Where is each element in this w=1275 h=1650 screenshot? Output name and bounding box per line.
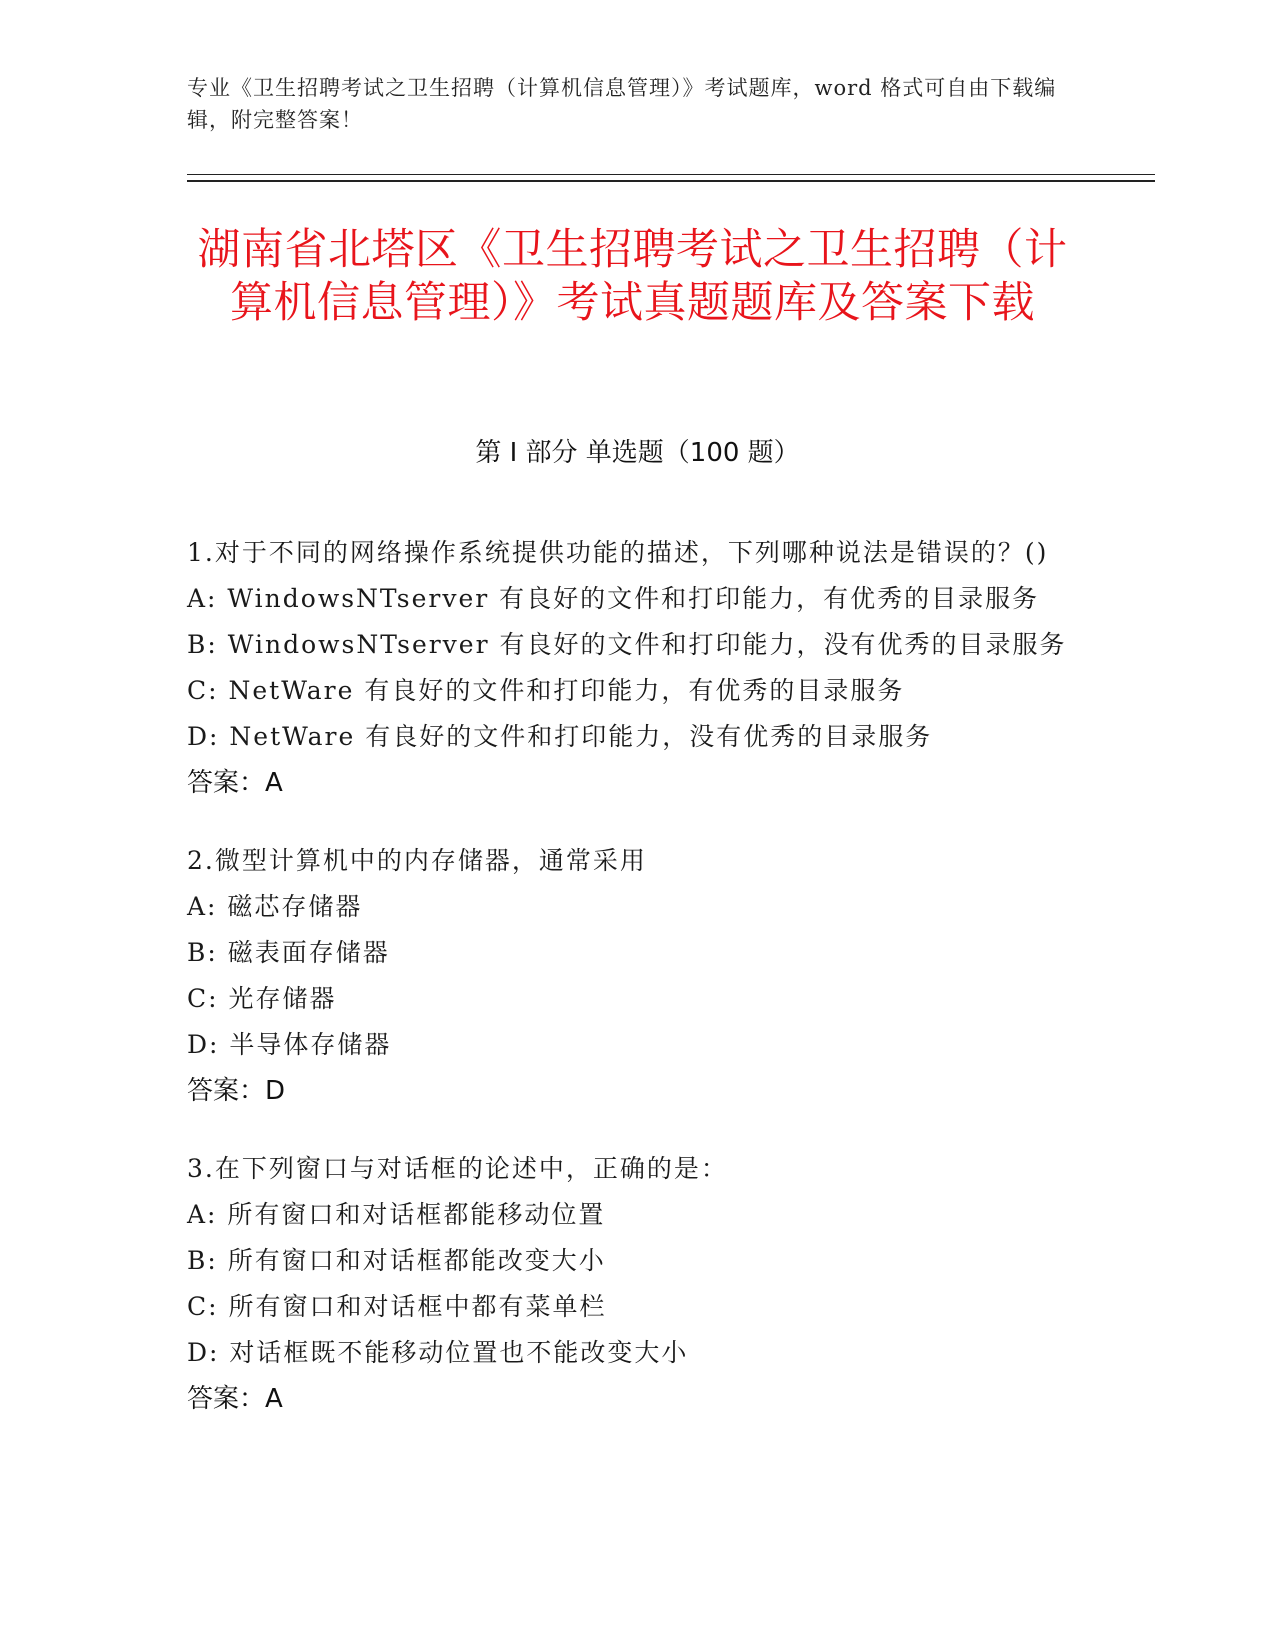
option-d: D: 对话框既不能移动位置也不能改变大小 xyxy=(187,1338,689,1367)
question-2 xyxy=(187,838,1067,1114)
header-divider-thin xyxy=(187,174,1155,175)
option-c: C: NetWare 有良好的文件和打印能力，有优秀的目录服务 xyxy=(187,676,905,705)
option-b: B: 所有窗口和对话框都能改变大小 xyxy=(187,1246,606,1275)
option-d: D: 半导体存储器 xyxy=(187,1030,392,1059)
question-3 xyxy=(187,1146,1067,1422)
option-a: A: 磁芯存储器 xyxy=(187,892,363,921)
section-heading: 第 I 部分 单选题（100 题） xyxy=(475,438,800,468)
question-list xyxy=(187,530,1067,1454)
document-title: 湖南省北塔区《卫生招聘考试之卫生招聘（计算机信息管理）》考试真题题库及答案下载 xyxy=(197,225,1068,328)
option-b: B: WindowsNTserver 有良好的文件和打印能力，没有优秀的目录服务 xyxy=(187,630,1067,659)
question-stem: 2.微型计算机中的内存储器，通常采用 xyxy=(187,846,647,875)
question-stem: 3.在下列窗口与对话框的论述中，正确的是： xyxy=(187,1154,728,1183)
option-c: C: 所有窗口和对话框中都有菜单栏 xyxy=(187,1292,607,1321)
question-1 xyxy=(187,530,1067,806)
option-b: B: 磁表面存储器 xyxy=(187,938,390,967)
option-c: C: 光存储器 xyxy=(187,984,337,1013)
answer: 答案：A xyxy=(187,1384,283,1414)
answer: 答案：D xyxy=(187,1076,286,1106)
header-divider-thick xyxy=(187,180,1155,182)
answer: 答案：A xyxy=(187,768,283,798)
option-a: A: WindowsNTserver 有良好的文件和打印能力，有优秀的目录服务 xyxy=(187,584,1040,613)
question-stem: 1.对于不同的网络操作系统提供功能的描述，下列哪种说法是错误的？() xyxy=(187,538,1049,567)
header-note: 专业《卫生招聘考试之卫生招聘（计算机信息管理）》考试题库，word 格式可自由下载编辑，附完整答案！ xyxy=(187,76,1057,132)
option-d: D: NetWare 有良好的文件和打印能力，没有优秀的目录服务 xyxy=(187,722,933,751)
option-a: A: 所有窗口和对话框都能移动位置 xyxy=(187,1200,606,1229)
